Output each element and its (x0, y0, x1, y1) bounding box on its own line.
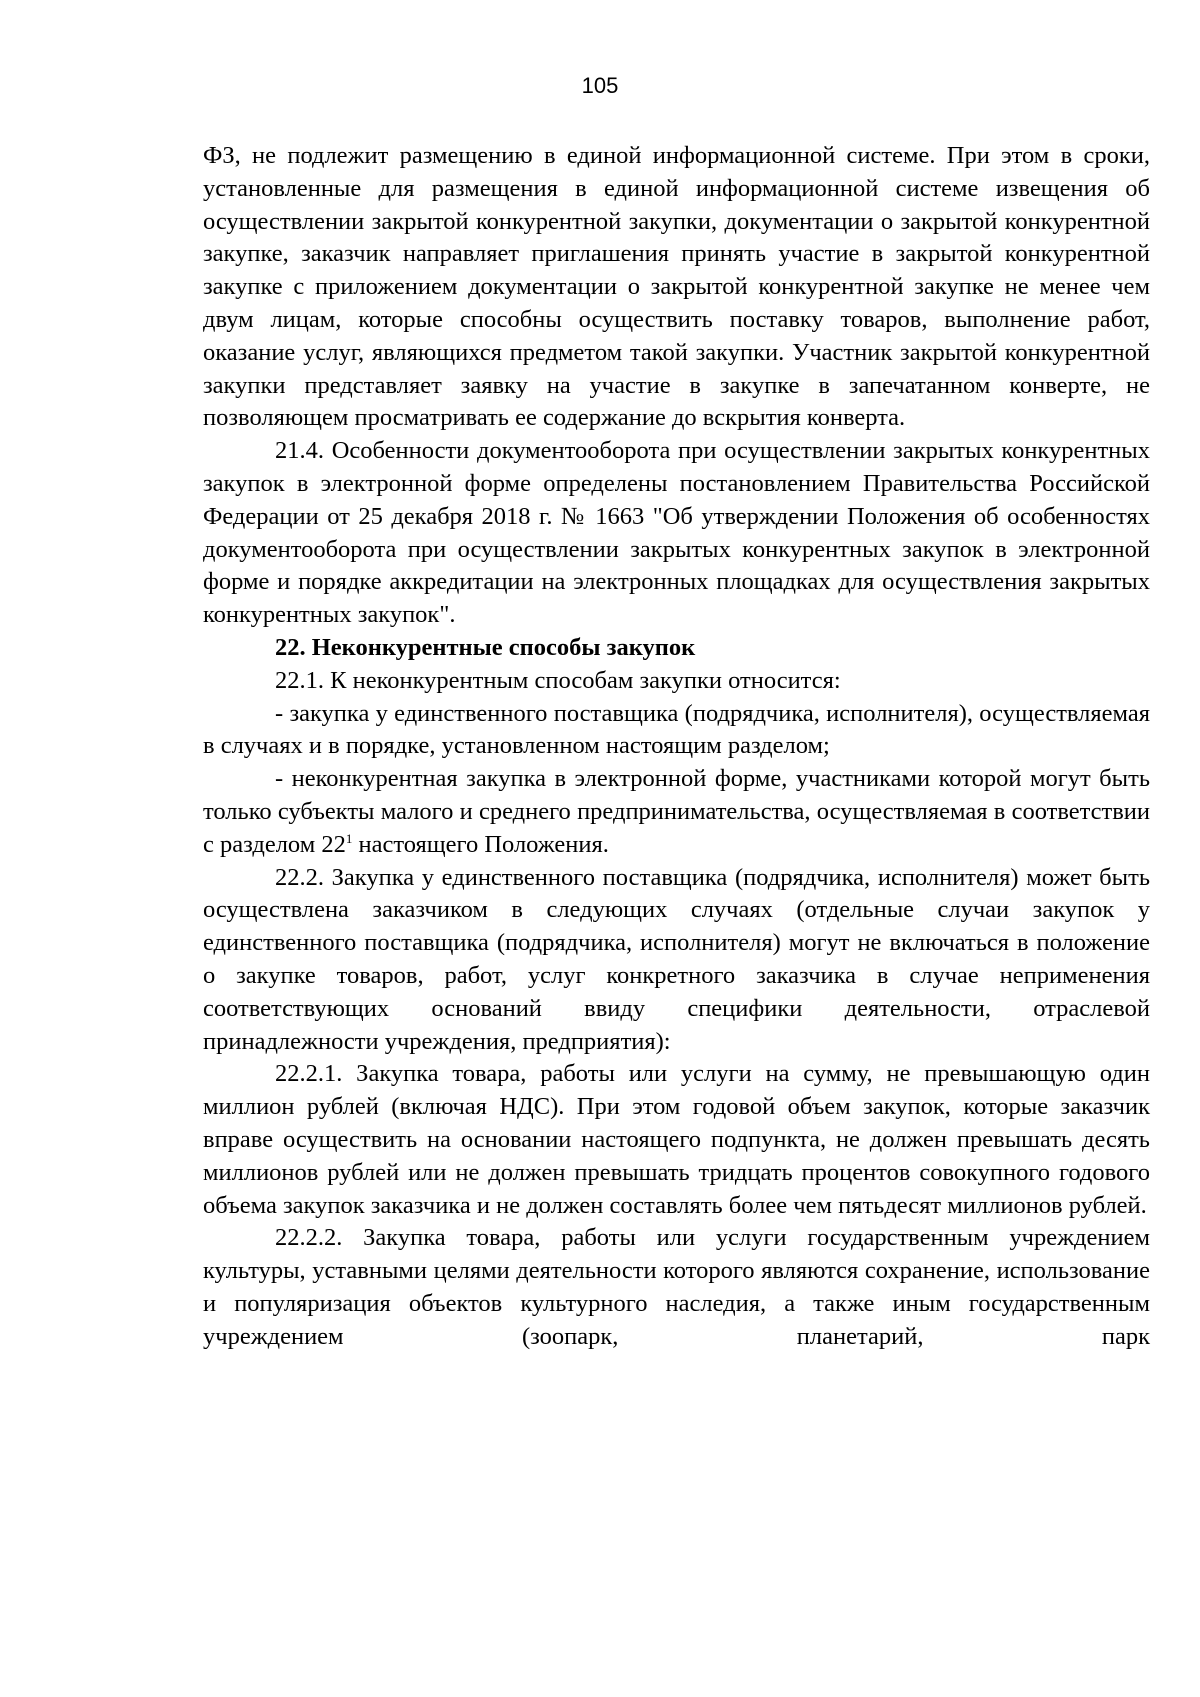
superscript: 1 (345, 830, 353, 846)
page-number: 105 (581, 73, 619, 98)
list-item-electronic-smb (203, 763, 1150, 861)
list-item-single-supplier: - закупка у единственного поставщика (подрядчика, исполнителя), осуществляемая в случаях и в порядке, установленном настоящим разделом; (203, 699, 1150, 760)
list-item-text: - неконкурентная закупка в электронной форме, участниками которой могут быть только субъекты малого и среднего предпринимательства, осуществляемая в соответствии с разделом 22 (203, 765, 1150, 858)
paragraph-22-2-1: 22.2.1. Закупка товара, работы или услуги на сумму, не превышающую один миллион рублей (включая НДС). При этом годовой объем закупок, которые заказчик вправе осуществить на основании настоящего подпункта, не должен превышать десять миллионов рублей или не должен превышать тридцать процентов совокупного годового объема закупок заказчика и не должен составлять более чем пятьдесят миллионов рублей. (203, 1060, 1150, 1219)
list-item-text-end: настоящего Положения. (352, 830, 609, 858)
document-body (203, 140, 1150, 1353)
paragraph-22-2: 22.2. Закупка у единственного поставщика (подрядчика, исполнителя) может быть осуществлена заказчиком в следующих случаях (отдельные случаи закупок у единственного поставщика (подрядчика, исполнителя) могут не включаться в положение о закупке товаров, работ, услуг конкретного заказчика в случае неприменения соответствующих оснований ввиду специфики деятельности, отраслевой принадлежности учреждения, предприятия): (203, 863, 1150, 1055)
paragraph-22-1: 22.1. К неконкурентным способам закупки относится: (275, 666, 841, 694)
paragraph-22-2-2: 22.2.2. Закупка товара, работы или услуги государственным учреждением культуры, уставными целями деятельности которого являются сохранение, использование и популяризация объектов культурного наследия, а также иным государственным учреждением (зоопарк, планетарий, парк (203, 1224, 1150, 1350)
paragraph-fz-continuation: ФЗ, не подлежит размещению в единой информационной системе. При этом в сроки, установленные для размещения в единой информационной системе извещения об осуществлении закрытой конкурентной закупки, документации о закрытой конкурентной закупке, заказчик направляет приглашения принять участие в закрытой конкурентной закупке с приложением документации о закрытой конкурентной закупке не менее чем двум лицам, которые способны осуществить поставку товаров, выполнение работ, оказание услуг, являющихся предметом такой закупки. Участник закрытой конкурентной закупки представляет заявку на участие в закупке в запечатанном конверте, не позволяющем просматривать ее содержание до вскрытия конверта. (203, 142, 1150, 432)
section-heading-22: 22. Неконкурентные способы закупок (275, 633, 696, 661)
paragraph-21-4: 21.4. Особенности документооборота при осуществлении закрытых конкурентных закупок в электронной форме определены постановлением Правительства Российской Федерации от 25 декабря 2018 г. № 1663 "Об утверждении Положения об особенностях документооборота при осуществлении закрытых конкурентных закупок в электронной форме и порядке аккредитации на электронных площадках для осуществления закрытых конкурентных закупок". (203, 437, 1150, 629)
